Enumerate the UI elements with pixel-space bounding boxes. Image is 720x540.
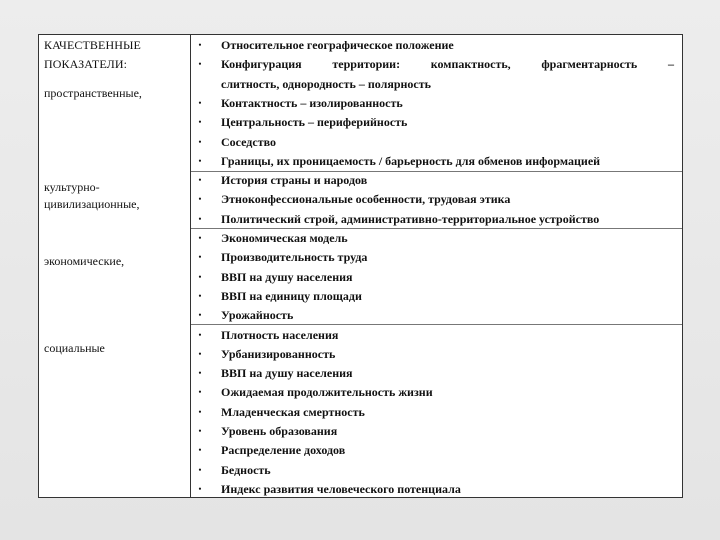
indicator-item bbox=[191, 403, 682, 422]
indicator-item bbox=[191, 345, 682, 364]
bullet-icon: • bbox=[198, 271, 202, 282]
category-cultural-1: культурно- bbox=[44, 180, 100, 194]
bullet-icon: • bbox=[198, 387, 202, 398]
indicator-item bbox=[191, 461, 682, 480]
bullet-icon: • bbox=[198, 290, 202, 301]
bullet-icon: • bbox=[198, 155, 202, 166]
indicator-text: ВВП на душу населения bbox=[221, 269, 353, 284]
indicator-text bbox=[221, 55, 674, 74]
indicator-item bbox=[191, 133, 682, 152]
bullet-icon: • bbox=[198, 59, 202, 70]
category-header-2: ПОКАЗАТЕЛИ: bbox=[44, 57, 128, 71]
bullet-icon: • bbox=[198, 368, 202, 379]
indicator-text: Плотность населения bbox=[221, 327, 339, 342]
indicator-item bbox=[191, 94, 682, 113]
indicator-text: Урожайность bbox=[221, 308, 294, 323]
bullet-icon: • bbox=[198, 426, 202, 436]
indicator-item bbox=[191, 248, 682, 267]
category-economic: экономические, bbox=[44, 254, 125, 268]
bullet-icon: • bbox=[198, 329, 202, 340]
indicator-item bbox=[191, 55, 682, 74]
indicator-item bbox=[191, 36, 682, 55]
indicator-item bbox=[191, 364, 682, 383]
indicator-word: фрагментарность bbox=[541, 57, 638, 72]
indicator-item bbox=[191, 306, 682, 325]
indicator-item bbox=[191, 75, 682, 94]
indicator-column bbox=[191, 35, 682, 497]
indicator-item bbox=[191, 229, 682, 248]
indicator-text: Бедность bbox=[221, 462, 271, 477]
category-spatial: пространственные, bbox=[44, 86, 142, 100]
bullet-icon: • bbox=[198, 136, 202, 147]
indicator-item bbox=[191, 287, 682, 306]
indicator-item bbox=[191, 480, 682, 499]
indicator-item bbox=[191, 326, 682, 345]
indicator-text: Экономическая модель bbox=[221, 231, 348, 245]
bullet-icon: • bbox=[198, 252, 202, 263]
bullet-icon: • bbox=[198, 348, 202, 359]
bullet-icon: • bbox=[198, 97, 202, 108]
bullet-icon: • bbox=[198, 464, 202, 475]
bullet-icon: • bbox=[198, 483, 202, 494]
indicator-text: слитность, однородность – полярность bbox=[221, 76, 431, 91]
bullet-icon: • bbox=[198, 117, 202, 128]
indicators-table bbox=[38, 34, 683, 498]
indicator-text: Границы, их проницаемость / барьерность для обменов информацией bbox=[221, 153, 601, 168]
indicator-item bbox=[191, 152, 682, 171]
indicator-text: Младенческая смертность bbox=[221, 404, 365, 419]
category-social: социальные bbox=[44, 341, 105, 355]
indicator-text: Политический строй, административно-территориальное устройство bbox=[221, 211, 600, 226]
indicator-word: территории: bbox=[332, 57, 401, 72]
indicator-text: Производительность труда bbox=[221, 250, 368, 265]
indicator-text: ВВП на душу населения bbox=[221, 366, 353, 381]
indicator-text: Ожидаемая продолжительность жизни bbox=[221, 385, 433, 400]
indicator-word: – bbox=[667, 57, 674, 72]
indicator-item bbox=[191, 383, 682, 402]
indicator-text: Этноконфессиональные особенности, трудовая этика bbox=[221, 192, 511, 207]
bullet-icon: • bbox=[198, 213, 202, 224]
indicator-text: Уровень образования bbox=[221, 424, 338, 438]
indicator-text: История страны и народов bbox=[221, 173, 368, 188]
bullet-icon: • bbox=[198, 194, 202, 205]
indicator-text: Индекс развития человеческого потенциала bbox=[221, 481, 461, 496]
bullet-icon: • bbox=[198, 233, 202, 243]
bullet-icon: • bbox=[198, 445, 202, 456]
category-header: КАЧЕСТВЕННЫЕ bbox=[44, 38, 141, 52]
category-column bbox=[39, 35, 191, 497]
indicator-text: Контактность – изолированность bbox=[221, 95, 403, 110]
bullet-icon: • bbox=[198, 40, 202, 50]
bullet-icon: • bbox=[198, 406, 202, 417]
indicator-item bbox=[191, 171, 682, 190]
indicator-word: Конфигурация bbox=[221, 57, 302, 72]
indicator-text: Распределение доходов bbox=[221, 443, 346, 458]
category-cultural-2: цивилизационные, bbox=[44, 197, 140, 211]
indicator-word: компактность, bbox=[430, 57, 511, 72]
indicator-item bbox=[191, 113, 682, 132]
indicator-item bbox=[191, 441, 682, 460]
indicator-text: Соседство bbox=[221, 134, 276, 149]
bullet-icon: • bbox=[198, 310, 202, 321]
indicator-item bbox=[191, 210, 682, 229]
indicator-text: Относительное географическое положение bbox=[221, 38, 454, 52]
indicator-text: Центральность – периферийность bbox=[221, 115, 408, 130]
indicator-text: Урбанизированность bbox=[221, 346, 336, 361]
indicator-item bbox=[191, 422, 682, 441]
indicator-item bbox=[191, 268, 682, 287]
indicator-text: ВВП на единицу площади bbox=[221, 288, 362, 303]
bullet-icon: • bbox=[198, 175, 202, 186]
indicator-item bbox=[191, 190, 682, 209]
